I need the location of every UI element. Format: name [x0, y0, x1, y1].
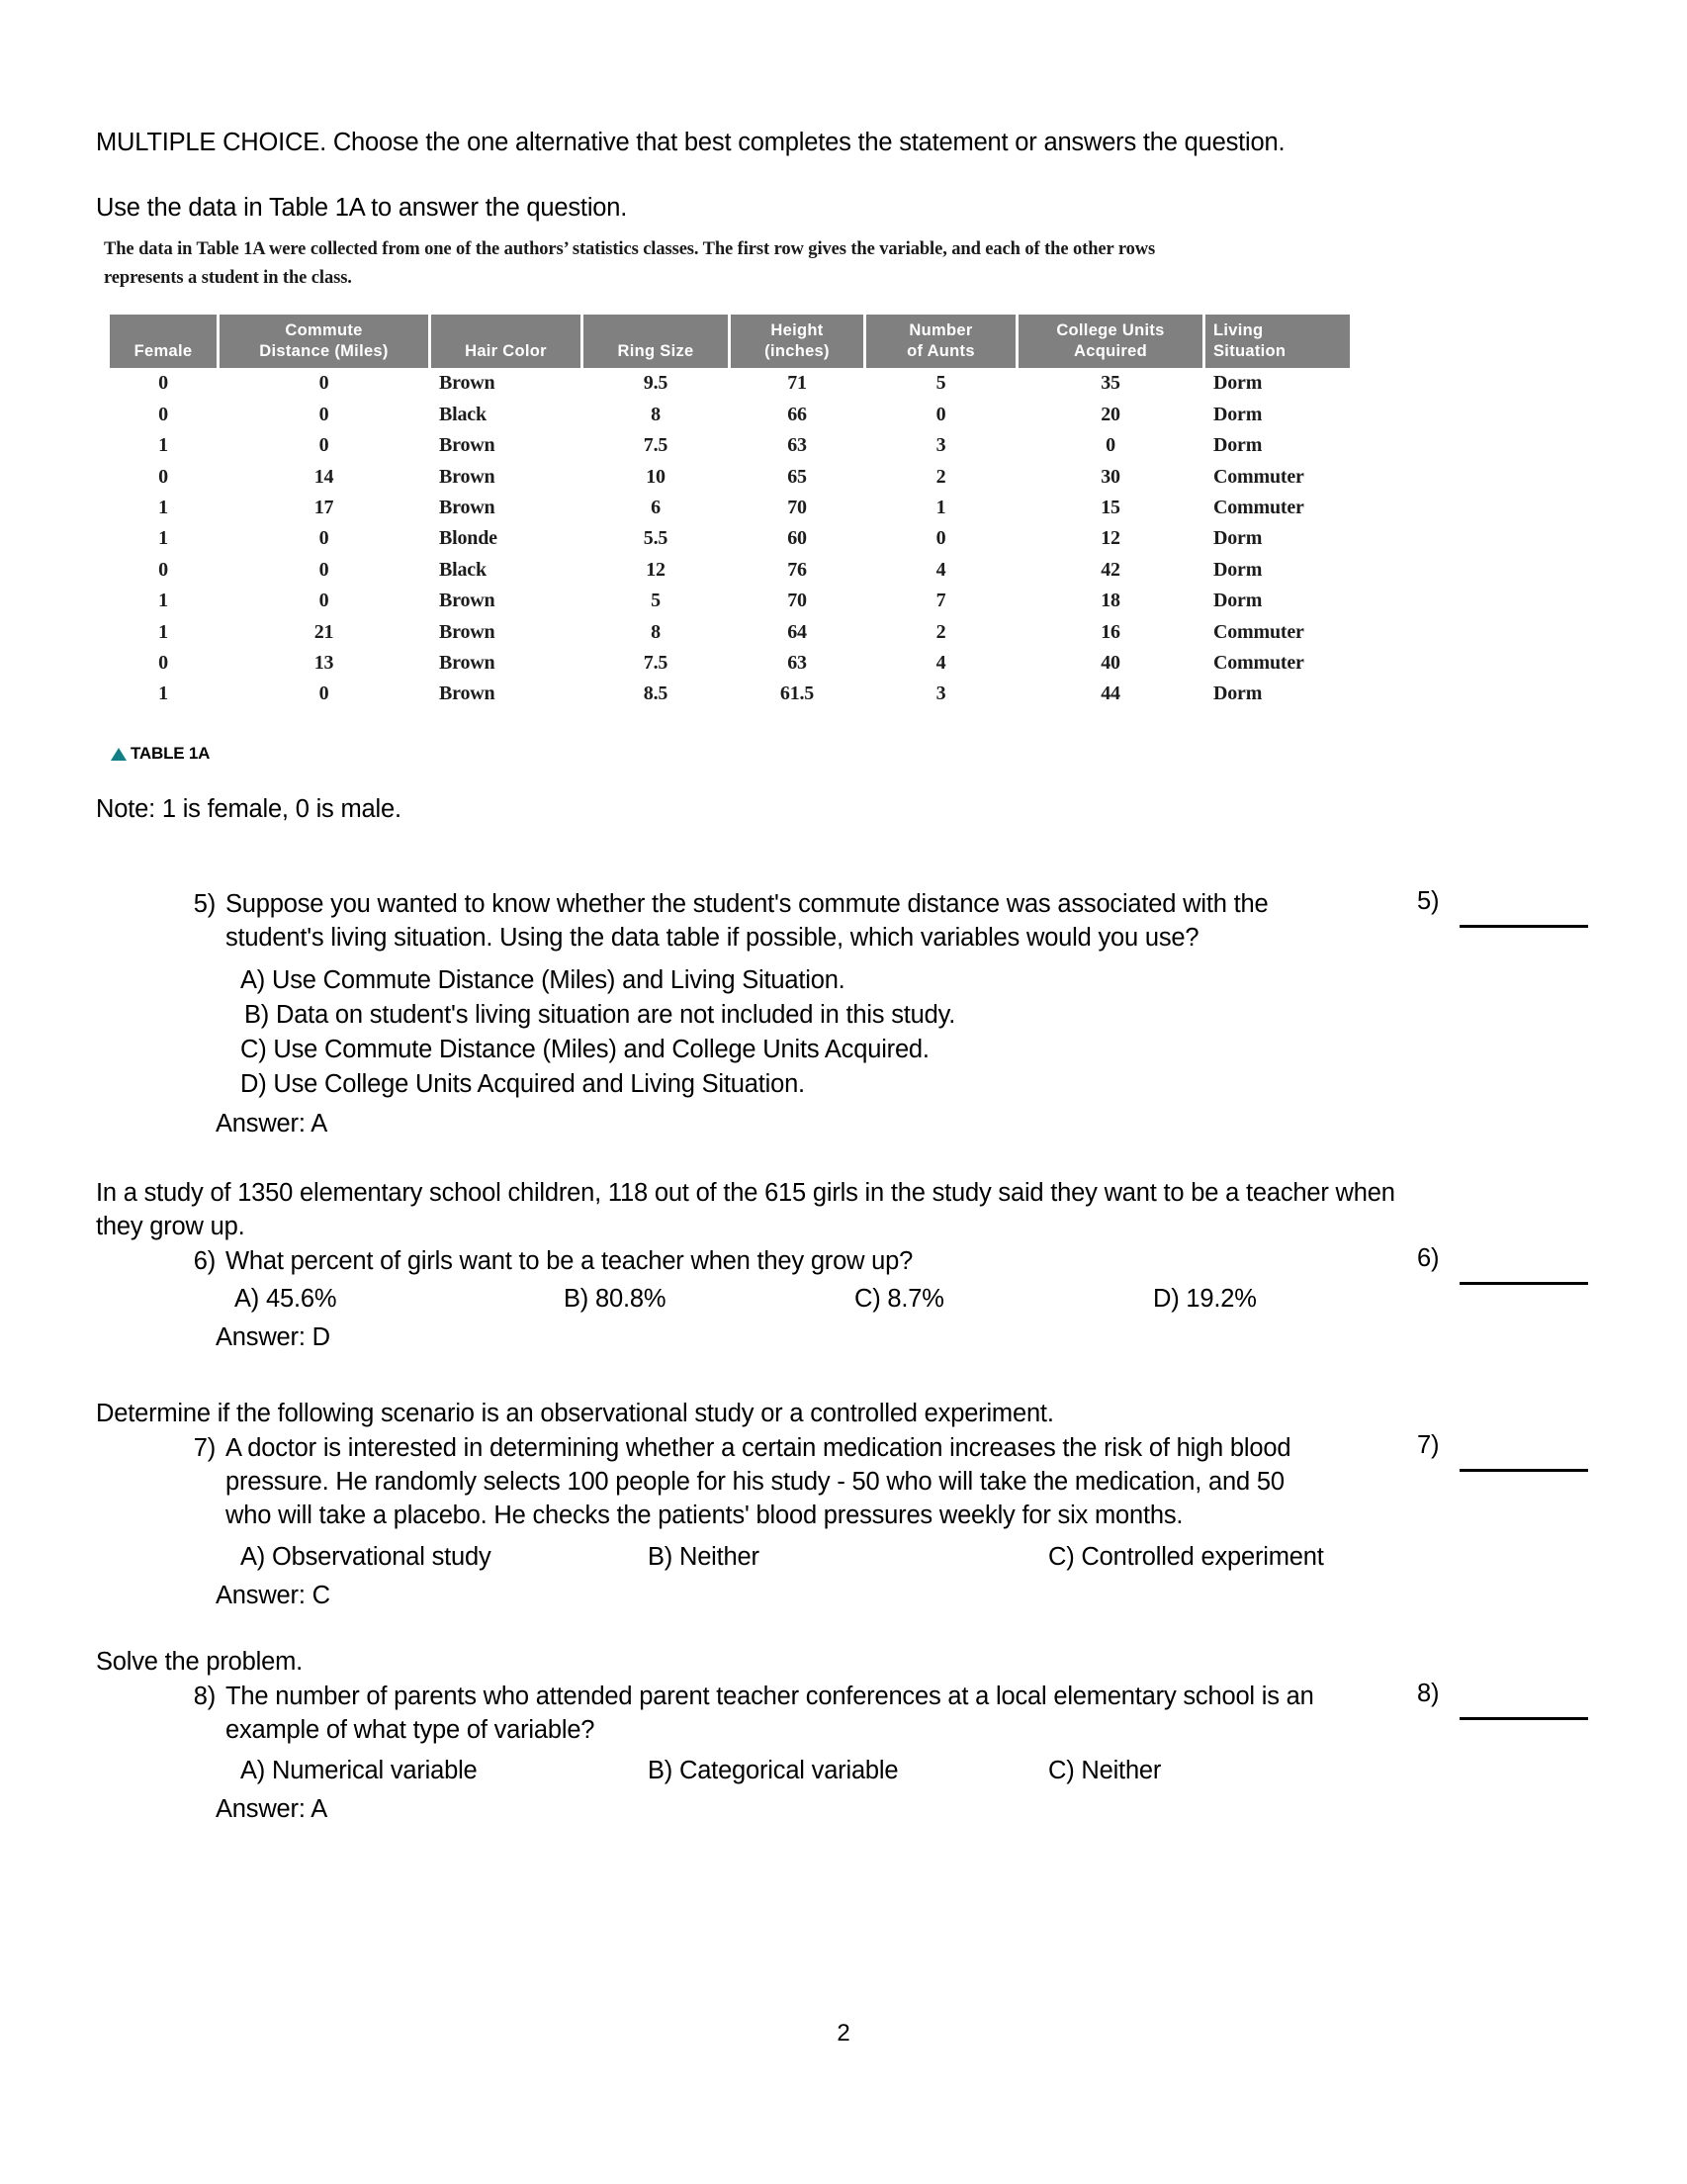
stem-line-1: The number of parents who attended parent teacher conferences at a local elementary school is an	[225, 1683, 1314, 1710]
header-line-2: Ring Size	[617, 342, 694, 361]
cell-number-of-aunts: 4	[935, 558, 946, 581]
cell-college-units: 30	[1101, 465, 1120, 488]
cell-female: 0	[158, 651, 168, 674]
header-line-1: Living	[1213, 321, 1264, 339]
question-8-number: 8)	[193, 1683, 216, 1710]
cell-ring-size: 9.5	[643, 372, 668, 395]
question-6-lead-in	[96, 1176, 1559, 1243]
stem-line-2: example of what type of variable?	[225, 1716, 595, 1745]
cell-number-of-aunts: 4	[935, 651, 946, 674]
question-6-stem	[225, 1244, 1358, 1278]
header-line-2: Distance (Miles)	[259, 342, 389, 361]
header-line-1: Height	[770, 321, 824, 339]
stem-line-3: who will take a placebo. He checks the patients' blood pressures weekly for six months.	[225, 1502, 1184, 1530]
cell-commute-distance: 0	[318, 682, 329, 705]
cell-college-units: 44	[1101, 682, 1120, 705]
header-line-1: Number	[909, 321, 973, 339]
table-note: Note: 1 is female, 0 is male.	[96, 795, 401, 823]
cell-number-of-aunts: 3	[935, 682, 946, 705]
cell-female: 0	[158, 558, 168, 581]
question-5-answer-blank[interactable]	[1460, 925, 1588, 928]
header-line-2: of Aunts	[907, 342, 975, 361]
cell-commute-distance: 0	[318, 434, 329, 457]
lead-in-line-1: In a study of 1350 elementary school children, 118 out of the 615 girls in the study said they want to be a teacher when	[96, 1179, 1395, 1207]
header-line-1: Commute	[285, 321, 363, 339]
cell-number-of-aunts: 7	[935, 590, 946, 612]
table-row	[110, 461, 1350, 492]
cell-living-situation: Dorm	[1213, 682, 1263, 705]
cell-height: 63	[787, 651, 807, 674]
cell-living-situation: Commuter	[1213, 620, 1304, 643]
cell-hair-color: Brown	[439, 651, 495, 674]
cell-ring-size: 8	[651, 620, 661, 643]
cell-ring-size: 8	[651, 403, 661, 425]
question-5-stem	[225, 887, 1358, 955]
cell-commute-distance: 21	[313, 620, 334, 643]
column-header-commute-distance	[220, 315, 428, 368]
cell-living-situation: Commuter	[1213, 651, 1304, 674]
question-8-choice-c[interactable]: C) Neither	[1048, 1757, 1162, 1784]
page-number: 2	[837, 2020, 850, 2047]
cell-commute-distance: 13	[313, 651, 334, 674]
cell-ring-size: 10	[646, 465, 666, 488]
instruction-heading: MULTIPLE CHOICE. Choose the one alternative that best completes the statement or answers the question.	[96, 129, 1286, 156]
cell-number-of-aunts: 2	[935, 620, 946, 643]
question-8-answer: Answer: A	[216, 1795, 327, 1823]
lead-in-line-2: they grow up.	[96, 1213, 245, 1241]
cell-height: 63	[787, 434, 807, 457]
question-8-blank-number: 8)	[1417, 1680, 1440, 1707]
table-1a	[107, 315, 1353, 710]
column-header-ring-size	[583, 315, 728, 368]
header-line-2: (inches)	[764, 342, 830, 361]
cell-hair-color: Black	[439, 403, 487, 425]
question-7-choice-c[interactable]: C) Controlled experiment	[1048, 1543, 1324, 1571]
cell-college-units: 0	[1106, 434, 1115, 457]
header-line-1: College Units	[1056, 321, 1165, 339]
question-6-choice-a[interactable]: A) 45.6%	[234, 1285, 337, 1313]
header-line-2: Acquired	[1074, 342, 1147, 361]
stem-line-1: Suppose you wanted to know whether the student's commute distance was associated with the	[225, 890, 1269, 918]
cell-ring-size: 5.5	[643, 527, 668, 550]
cell-ring-size: 5	[651, 590, 661, 612]
cell-living-situation: Dorm	[1213, 527, 1263, 550]
cell-hair-color: Brown	[439, 682, 495, 705]
cell-living-situation: Dorm	[1213, 590, 1263, 612]
cell-height: 65	[787, 465, 807, 488]
cell-college-units: 12	[1101, 527, 1120, 550]
column-header-hair-color	[431, 315, 580, 368]
cell-hair-color: Brown	[439, 496, 495, 518]
question-6-blank-number: 6)	[1417, 1244, 1440, 1272]
cell-number-of-aunts: 1	[935, 496, 946, 518]
cell-height: 70	[787, 590, 807, 612]
cell-number-of-aunts: 0	[935, 403, 946, 425]
cell-female: 1	[158, 496, 168, 518]
stem-line-1: What percent of girls want to be a teacher when they grow up?	[225, 1247, 914, 1275]
question-6-choice-d[interactable]: D) 19.2%	[1153, 1285, 1257, 1313]
cell-hair-color: Brown	[439, 434, 495, 457]
cell-living-situation: Dorm	[1213, 558, 1263, 581]
cell-college-units: 20	[1101, 403, 1120, 425]
question-5-choice-a[interactable]: A) Use Commute Distance (Miles) and Living Situation.	[240, 966, 845, 994]
table-row	[110, 679, 1350, 709]
header-line-2: Female	[133, 342, 193, 361]
cell-commute-distance: 14	[313, 465, 334, 488]
stem-line-2: student's living situation. Using the data table if possible, which variables would you use?	[225, 924, 1199, 953]
cell-female: 0	[158, 465, 168, 488]
question-7-blank-number: 7)	[1417, 1431, 1440, 1459]
stem-line-1: A doctor is interested in determining whether a certain medication increases the risk of high blood	[225, 1434, 1291, 1462]
question-7-choice-b[interactable]: B) Neither	[648, 1543, 759, 1571]
table-label-text: TABLE 1A	[131, 744, 211, 763]
column-header-college-units	[1019, 315, 1202, 368]
header-line-2: Situation	[1213, 342, 1287, 361]
question-8-stem	[225, 1680, 1358, 1747]
cell-number-of-aunts: 5	[935, 372, 946, 395]
table-row	[110, 648, 1350, 679]
cell-height: 66	[787, 403, 807, 425]
cell-number-of-aunts: 0	[935, 527, 946, 550]
question-7-answer-blank[interactable]	[1460, 1469, 1588, 1472]
cell-hair-color: Brown	[439, 372, 495, 395]
question-8-choice-b[interactable]: B) Categorical variable	[648, 1757, 899, 1784]
cell-height: 60	[787, 527, 807, 550]
question-6-choice-c[interactable]: C) 8.7%	[854, 1285, 944, 1313]
table-row	[110, 586, 1350, 616]
cell-ring-size: 6	[651, 496, 661, 518]
table-row	[110, 523, 1350, 554]
table-row	[110, 430, 1350, 461]
cell-hair-color: Black	[439, 558, 487, 581]
column-header-living-situation	[1205, 315, 1350, 368]
question-7-answer: Answer: C	[216, 1582, 330, 1609]
cell-commute-distance: 0	[318, 403, 329, 425]
question-8-answer-blank[interactable]	[1460, 1717, 1588, 1720]
cell-ring-size: 7.5	[643, 434, 668, 457]
question-7-number: 7)	[193, 1434, 216, 1462]
cell-ring-size: 12	[646, 558, 666, 581]
cell-commute-distance: 0	[318, 590, 329, 612]
cell-commute-distance: 17	[313, 496, 334, 518]
question-7-lead-in	[96, 1397, 1559, 1430]
question-5-answer: Answer: A	[216, 1110, 327, 1138]
question-7-choice-a[interactable]: A) Observational study	[240, 1543, 491, 1571]
table-blurb	[104, 235, 1290, 292]
question-5-choice-c[interactable]: C) Use Commute Distance (Miles) and College Units Acquired.	[240, 1036, 930, 1063]
cell-female: 1	[158, 527, 168, 550]
cell-college-units: 15	[1101, 496, 1120, 518]
lead-in-line-1: Determine if the following scenario is an observational study or a controlled experiment.	[96, 1400, 1054, 1427]
question-7-stem	[225, 1431, 1358, 1532]
cell-living-situation: Commuter	[1213, 496, 1304, 518]
cell-commute-distance: 0	[318, 527, 329, 550]
table-blurb-line-2: represents a student in the class.	[104, 267, 352, 288]
cell-female: 1	[158, 682, 168, 705]
cell-living-situation: Dorm	[1213, 372, 1263, 395]
cell-height: 76	[787, 558, 807, 581]
column-header-female	[110, 315, 217, 368]
table-header-row	[110, 315, 1350, 368]
cell-commute-distance: 0	[318, 558, 329, 581]
table-row	[110, 493, 1350, 523]
cell-ring-size: 8.5	[643, 682, 668, 705]
question-6-number: 6)	[193, 1247, 216, 1275]
question-6-choice-b[interactable]: B) 80.8%	[564, 1285, 666, 1313]
cell-living-situation: Dorm	[1213, 434, 1263, 457]
table-blurb-line-1: The data in Table 1A were collected from one of the authors’ statistics classes. The first row gives the variable, and each of the other rows	[104, 239, 1156, 259]
cell-hair-color: Brown	[439, 590, 495, 612]
table-row	[110, 616, 1350, 647]
cell-female: 0	[158, 403, 168, 425]
question-5-choice-d[interactable]: D) Use College Units Acquired and Living Situation.	[240, 1070, 805, 1098]
question-5-blank-number: 5)	[1417, 887, 1440, 915]
cell-college-units: 40	[1101, 651, 1120, 674]
cell-hair-color: Brown	[439, 620, 495, 643]
question-5-choice-b[interactable]: B) Data on student's living situation are not included in this study.	[244, 1001, 956, 1029]
cell-female: 1	[158, 434, 168, 457]
table-row	[110, 368, 1350, 399]
column-header-number-of-aunts	[866, 315, 1016, 368]
cell-female: 1	[158, 620, 168, 643]
cell-hair-color: Brown	[439, 465, 495, 488]
cell-number-of-aunts: 2	[935, 465, 946, 488]
question-8-lead-in	[96, 1645, 1559, 1679]
cell-female: 1	[158, 590, 168, 612]
cell-height: 70	[787, 496, 807, 518]
column-header-height	[731, 315, 863, 368]
cell-college-units: 42	[1101, 558, 1120, 581]
cell-height: 71	[787, 372, 807, 395]
cell-living-situation: Dorm	[1213, 403, 1263, 425]
cell-commute-distance: 0	[318, 372, 329, 395]
cell-college-units: 16	[1101, 620, 1120, 643]
table-row	[110, 555, 1350, 586]
cell-number-of-aunts: 3	[935, 434, 946, 457]
cell-height: 64	[787, 620, 807, 643]
question-8-choice-a[interactable]: A) Numerical variable	[240, 1757, 478, 1784]
table-directive: Use the data in Table 1A to answer the question.	[96, 194, 628, 222]
table-label	[111, 744, 210, 764]
cell-college-units: 35	[1101, 372, 1120, 395]
header-line-2: Hair Color	[465, 342, 547, 361]
question-6-answer-blank[interactable]	[1460, 1282, 1588, 1285]
table-row	[110, 400, 1350, 430]
cell-ring-size: 7.5	[643, 651, 668, 674]
cell-living-situation: Commuter	[1213, 465, 1304, 488]
lead-in-line-1: Solve the problem.	[96, 1648, 304, 1676]
question-5-number: 5)	[193, 890, 216, 918]
triangle-icon	[111, 748, 127, 761]
cell-hair-color: Blonde	[439, 527, 497, 550]
cell-female: 0	[158, 372, 168, 395]
question-6-answer: Answer: D	[216, 1323, 330, 1351]
cell-height: 61.5	[779, 682, 815, 705]
stem-line-2: pressure. He randomly selects 100 people for his study - 50 who will take the medication, and 50	[225, 1468, 1285, 1497]
cell-college-units: 18	[1101, 590, 1120, 612]
